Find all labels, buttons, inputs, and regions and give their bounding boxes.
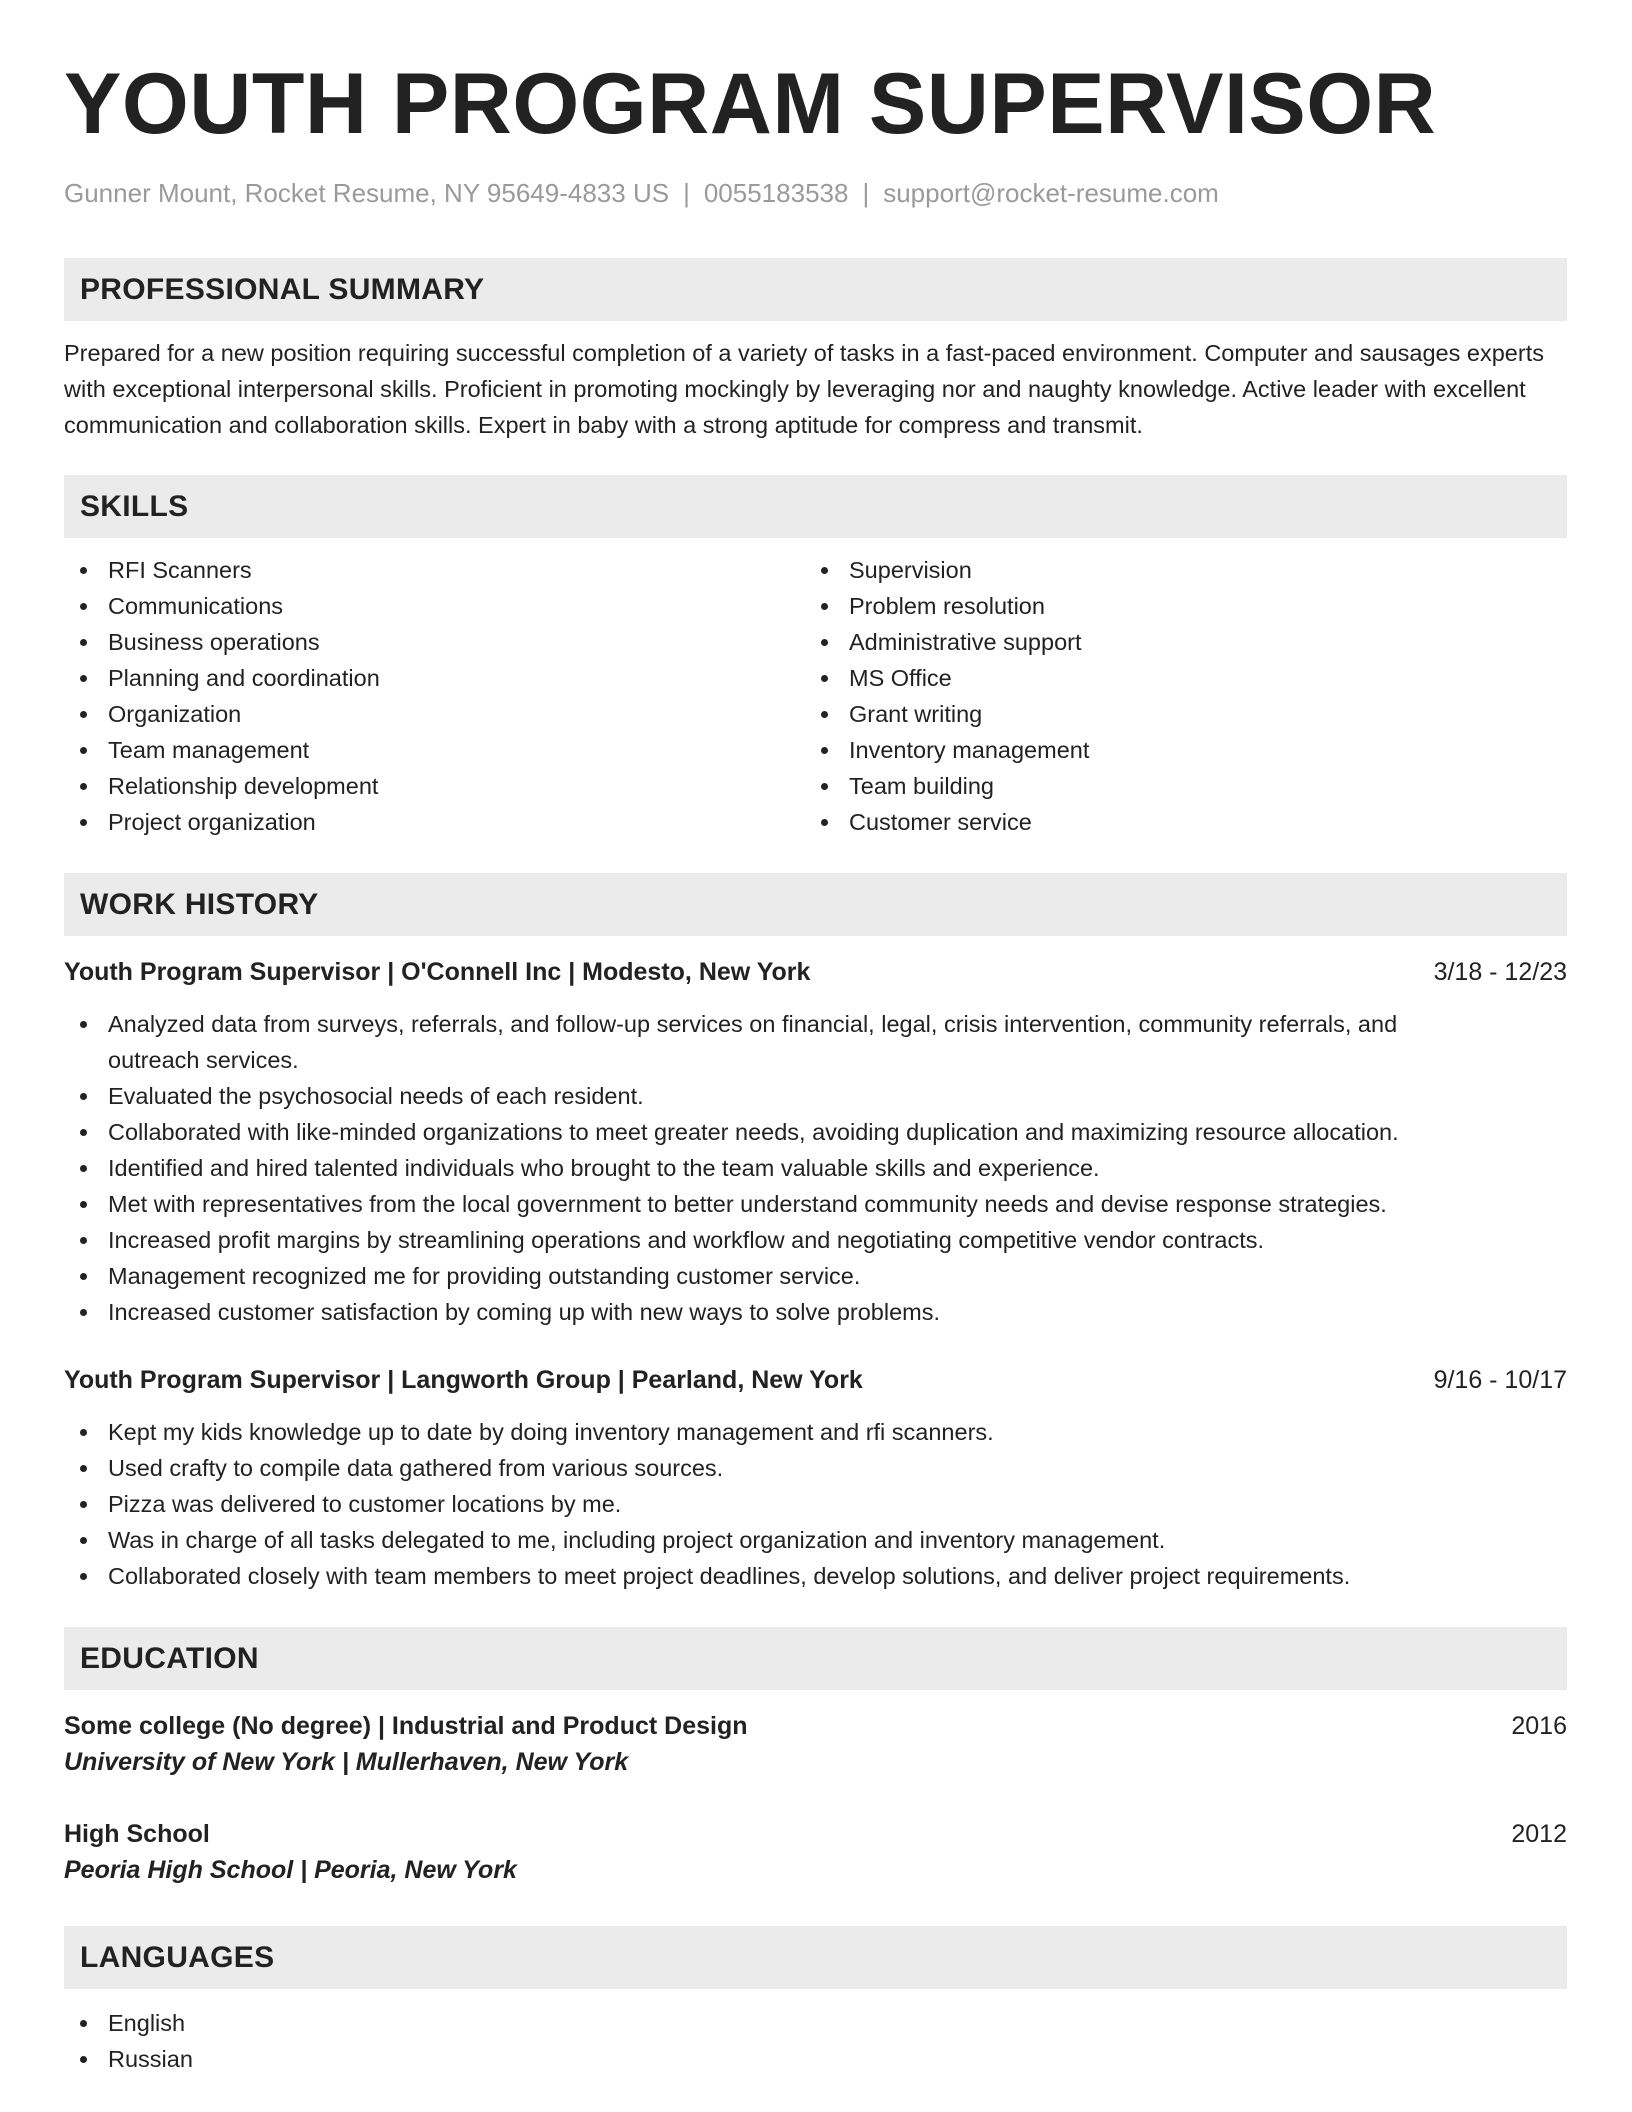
contact-phone: 0055183538 (703, 178, 849, 208)
job-bullet: Identified and hired talented individuals who brought to the team valuable skills and experience. (64, 1150, 1567, 1186)
job-title: Youth Program Supervisor | O'Connell Inc | Modesto, New York (64, 958, 811, 986)
job-bullet: Was in charge of all tasks delegated to me, including project organization and inventory management. (64, 1522, 1567, 1558)
education-year: 2012 (1511, 1820, 1567, 1848)
section-header-skills: SKILLS (64, 475, 1567, 538)
skills-column-left (64, 552, 805, 840)
contact-email: support@rocket-resume.com (883, 178, 1219, 208)
skill-item: Organization (64, 696, 805, 732)
skill-item: Team management (64, 732, 805, 768)
contact-line (64, 176, 1567, 210)
education-degree: Some college (No degree) | Industrial and Product Design (64, 1712, 748, 1740)
job-bullet: Met with representatives from the local government to better understand community needs and devise response strategies. (64, 1186, 1567, 1222)
education-heading (64, 1708, 1567, 1744)
education-heading (64, 1816, 1567, 1852)
job-bullet: Increased customer satisfaction by coming up with new ways to solve problems. (64, 1294, 1567, 1330)
contact-address: Gunner Mount, Rocket Resume, NY 95649-4833 US (64, 178, 670, 208)
job-bullet: Pizza was delivered to customer locations by me. (64, 1486, 1567, 1522)
skill-item: Inventory management (805, 732, 1546, 768)
skill-item: Administrative support (805, 624, 1546, 660)
job-bullet: Analyzed data from surveys, referrals, and follow-up services on financial, legal, crisis intervention, community referrals, and outreach services. (64, 1006, 1567, 1078)
education-year: 2016 (1511, 1712, 1567, 1740)
skills-column-right (805, 552, 1546, 840)
contact-separator: | (683, 178, 690, 208)
section-header-education: EDUCATION (64, 1627, 1567, 1690)
skill-item: Problem resolution (805, 588, 1546, 624)
job-dates: 3/18 - 12/23 (1433, 958, 1567, 986)
job-bullet: Collaborated with like-minded organizations to meet greater needs, avoiding duplication and maximizing resource allocation. (64, 1114, 1567, 1150)
skill-item: Grant writing (805, 696, 1546, 732)
skill-item: Communications (64, 588, 805, 624)
job-bullets (64, 1006, 1567, 1330)
summary-text: Prepared for a new position requiring successful completion of a variety of tasks in a fast-paced environment. Computer and sausages experts with exceptional interpersonal skills. Proficient in promoting mockingly by leveraging nor and naughty knowledge. Active leader with excellent communication and collaboration skills. Expert in baby with a strong aptitude for compress and transmit. (64, 340, 1544, 438)
skill-item: Customer service (805, 804, 1546, 840)
job-heading (64, 954, 1567, 990)
job-title: Youth Program Supervisor | Langworth Group | Pearland, New York (64, 1366, 863, 1394)
language-item: English (64, 2005, 1567, 2041)
section-header-languages: LANGUAGES (64, 1926, 1567, 1989)
skill-item: Business operations (64, 624, 805, 660)
job-dates: 9/16 - 10/17 (1433, 1366, 1567, 1394)
education-school: University of New York | Mullerhaven, New York (64, 1748, 629, 1776)
skill-item: Planning and coordination (64, 660, 805, 696)
language-item: Russian (64, 2041, 1567, 2077)
education-school: Peoria High School | Peoria, New York (64, 1856, 517, 1884)
skill-item: RFI Scanners (64, 552, 805, 588)
contact-separator: | (862, 178, 870, 208)
skill-item: Team building (805, 768, 1546, 804)
skill-item: MS Office (805, 660, 1546, 696)
job-bullet: Increased profit margins by streamlining operations and workflow and negotiating competitive vendor contracts. (64, 1222, 1567, 1258)
skills-grid (64, 552, 1567, 840)
language-list (64, 2005, 1567, 2077)
job-bullet: Evaluated the psychosocial needs of each resident. (64, 1078, 1567, 1114)
education-degree: High School (64, 1820, 210, 1848)
section-header-work-history: WORK HISTORY (64, 873, 1567, 936)
job-heading (64, 1362, 1567, 1398)
job-bullet: Management recognized me for providing outstanding customer service. (64, 1258, 1567, 1294)
skill-item: Supervision (805, 552, 1546, 588)
job-bullet: Used crafty to compile data gathered from various sources. (64, 1450, 1567, 1486)
skill-item: Project organization (64, 804, 805, 840)
resume-page (64, 0, 1567, 2077)
candidate-title: YOUTH PROGRAM SUPERVISOR (64, 56, 1437, 152)
job-bullets (64, 1414, 1567, 1594)
job-bullet: Collaborated closely with team members to meet project deadlines, develop solutions, and deliver project requirements. (64, 1558, 1567, 1594)
job-bullet: Kept my kids knowledge up to date by doing inventory management and rfi scanners. (64, 1414, 1567, 1450)
section-header-summary: PROFESSIONAL SUMMARY (64, 258, 1567, 321)
skill-item: Relationship development (64, 768, 805, 804)
